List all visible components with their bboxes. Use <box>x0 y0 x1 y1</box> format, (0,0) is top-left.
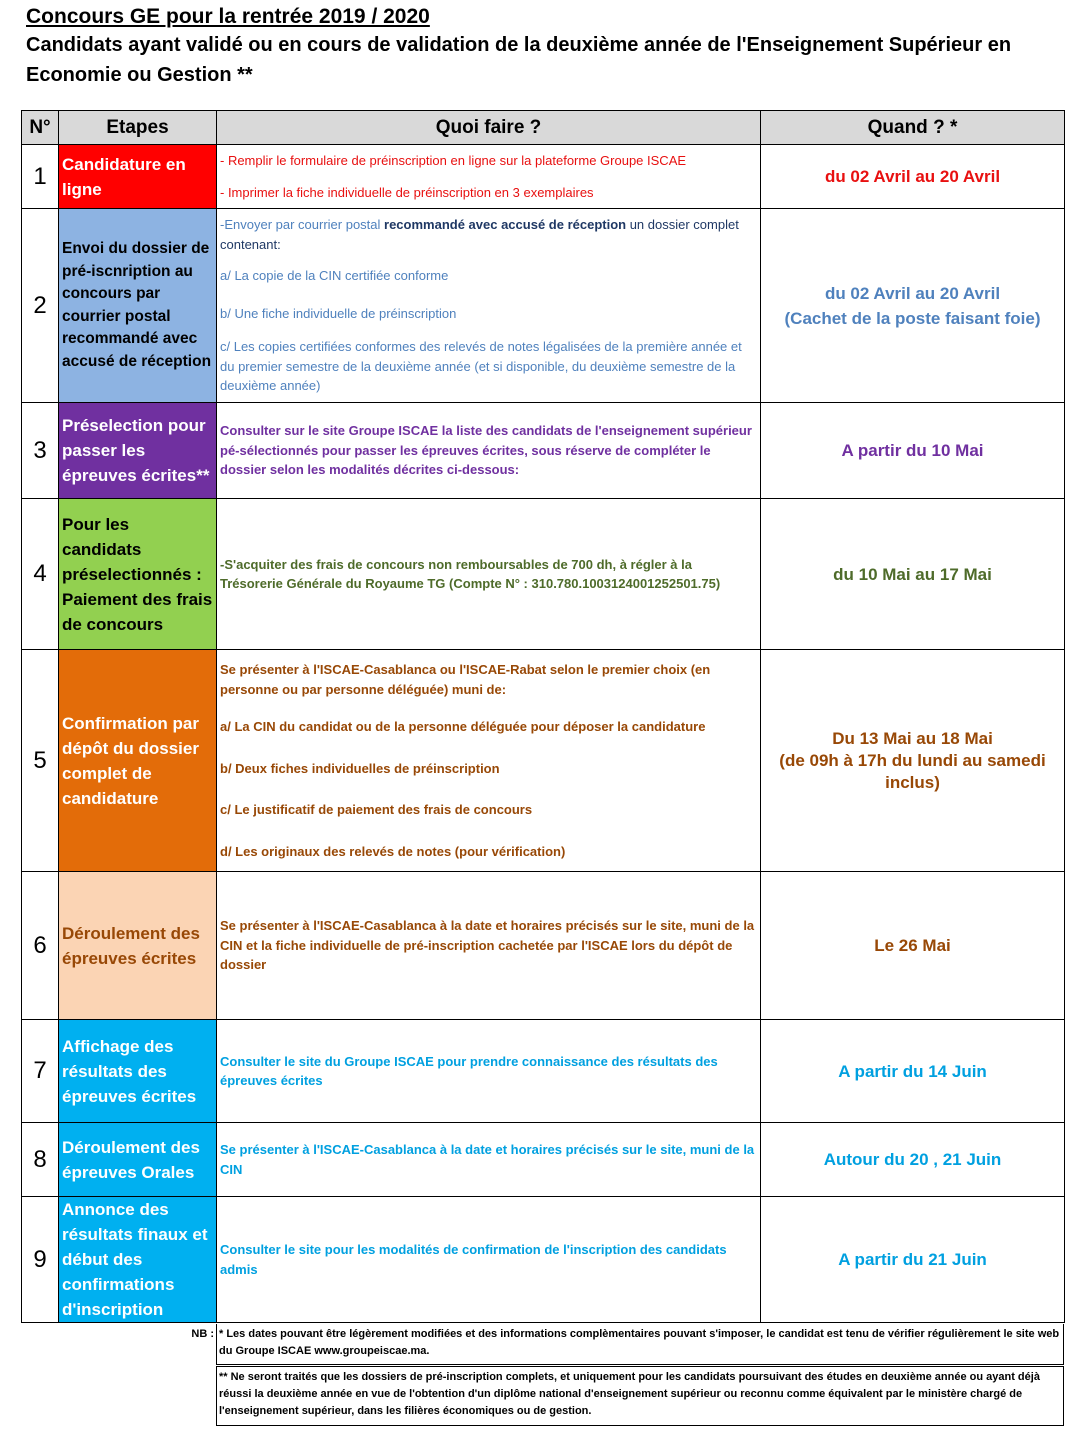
table-row <box>22 872 1065 1020</box>
action-line: a/ La copie de la CIN certifiée conforme <box>220 268 449 284</box>
step-date: Du 13 Mai au 18 Mai (de 09h à 17h du lundi au samedi inclus) <box>761 650 1065 872</box>
header-num: N° <box>22 111 59 145</box>
page-heading <box>26 4 1066 90</box>
step-label: Affichage des résultats des épreuves écrites <box>59 1020 217 1123</box>
step-actions <box>217 1123 761 1197</box>
row-number: 2 <box>22 209 59 403</box>
table-row <box>22 499 1065 650</box>
table-header-row <box>22 111 1065 145</box>
step-date: A partir du 14 Juin <box>761 1020 1065 1123</box>
page-title: Concours GE pour la rentrée 2019 / 2020 <box>26 5 430 28</box>
action-line: Se présenter à l'ISCAE-Casablanca à la date et horaires précisés sur le site, muni de la CIN et la fiche individuelle de pré-inscription cachetée par l'ISCAE lors du dépôt de dossier <box>220 918 755 973</box>
step-actions <box>217 403 761 499</box>
header-what: Quoi faire ? <box>217 111 761 145</box>
step-date: Autour du 20 , 21 Juin <box>761 1123 1065 1197</box>
action-line: Consulter le site pour les modalités de confirmation de l'inscription des candidats admis <box>220 1242 727 1277</box>
row-number: 4 <box>22 499 59 650</box>
footnote-eligibility: ** Ne seront traités que les dossiers de pré-inscription complets, et uniquement pour les candidats poursuivant des études en deuxième année ou ayant déjà réussi la deuxième année en vue de l'obtention d'un diplôme national d'enseignement supérieur ou reconnu comme équivalent par le ministère chargé de l'enseignement supérieur, dans les filières économiques ou de gestion. <box>216 1366 1064 1426</box>
action-line: c/ Les copies certifiées conformes des relevés de notes légalisées de la première année et du premier semestre de la deuxième année (et si disponible, du deuxième semestre de la deuxième année) <box>220 339 742 394</box>
table-row <box>22 1123 1065 1197</box>
row-number: 8 <box>22 1123 59 1197</box>
step-actions <box>217 1020 761 1123</box>
table-row <box>22 145 1065 209</box>
action-line: Consulter le site du Groupe ISCAE pour prendre connaissance des résultats des épreuves écrites <box>220 1053 718 1088</box>
action-line: a/ La CIN du candidat ou de la personne déléguée pour déposer la candidature <box>220 719 706 734</box>
row-number: 3 <box>22 403 59 499</box>
step-actions <box>217 872 761 1020</box>
action-line: Se présenter à l'ISCAE-Casablanca ou l'ISCAE-Rabat selon le premier choix (en personne ou par personne déléguée) muni de: <box>220 662 711 697</box>
steps-table <box>21 110 1065 1323</box>
footnote-dates: * Les dates pouvant être légèrement modifiées et des informations complèmentaires pouvant s'imposer, le candidat est tenu de vérifier régulièrement le site web du Groupe ISCAE www.groupeiscae.ma. <box>216 1324 1064 1365</box>
step-label: Envoi du dossier de pré-iscnription au concours par courrier postal recommandé avec accusé de réception <box>59 209 217 403</box>
step-actions <box>217 145 761 209</box>
step-label: Déroulement des épreuves écrites <box>59 872 217 1020</box>
step-label: Annonce des résultats finaux et début des confirmations d'inscription <box>59 1197 217 1323</box>
step-date: A partir du 21 Juin <box>761 1197 1065 1323</box>
nb-label: NB : <box>191 1328 214 1340</box>
table-row <box>22 403 1065 499</box>
header-when: Quand ? * <box>761 111 1065 145</box>
action-line: - Remplir le formulaire de préinscription en ligne sur la plateforme Groupe ISCAE <box>220 153 687 168</box>
step-actions <box>217 650 761 872</box>
step-date: du 10 Mai au 17 Mai <box>761 499 1065 650</box>
step-actions <box>217 209 761 403</box>
step-label: Préselection pour passer les épreuves écrites** <box>59 403 217 499</box>
step-actions <box>217 499 761 650</box>
action-line: c/ Le justificatif de paiement des frais de concours <box>220 802 533 817</box>
page-subtitle: Candidats ayant validé ou en cours de validation de la deuxième année de l'Enseignement Supérieur en Economie ou Gestion ** <box>26 34 1012 86</box>
row-number: 1 <box>22 145 59 209</box>
step-label: Candidature en ligne <box>59 145 217 209</box>
action-line: b/ Deux fiches individuelles de préinscription <box>220 760 500 776</box>
action-line: d/ Les originaux des relevés de notes (pour vérification) <box>220 843 566 859</box>
step-date: Le 26 Mai <box>761 872 1065 1020</box>
table-row <box>22 1197 1065 1323</box>
row-number: 7 <box>22 1020 59 1123</box>
step-label: Déroulement des épreuves Orales <box>59 1123 217 1197</box>
table-row <box>22 1020 1065 1123</box>
step-label: Confirmation par dépôt du dossier complet de candidature <box>59 650 217 872</box>
table-row <box>22 650 1065 872</box>
action-line: - Imprimer la fiche individuelle de préinscription en 3 exemplaires <box>220 184 594 200</box>
action-line: -S'acquiter des frais de concours non remboursables de 700 dh, à régler à la Trésorerie Générale du Royaume TG (Compte N° : 310.780.1003124001252501.75) <box>220 556 721 591</box>
row-number: 9 <box>22 1197 59 1323</box>
action-line: Se présenter à l'ISCAE-Casablanca à la date et horaires précisés sur le site, muni de la CIN <box>220 1142 755 1177</box>
row-number: 6 <box>22 872 59 1020</box>
step-date: du 02 Avril au 20 Avril <box>761 145 1065 209</box>
step-label: Pour les candidats préselectionnés : Paiement des frais de concours <box>59 499 217 650</box>
step-date: du 02 Avril au 20 Avril (Cachet de la poste faisant foie) <box>761 209 1065 403</box>
action-line: -Envoyer par courrier postal recommandé avec accusé de réception un dossier complet contenant: <box>220 217 739 252</box>
row-number: 5 <box>22 650 59 872</box>
action-line: Consulter sur le site Groupe ISCAE la liste des candidats de l'enseignement supérieur pé-sélectionnés pour passer les épreuves écrites, sous réserve de compléter le dossier selon les modalités décrites ci-dessous: <box>220 423 752 478</box>
action-line: b/ Une fiche individuelle de préinscription <box>220 305 457 321</box>
step-actions <box>217 1197 761 1323</box>
table-row <box>22 209 1065 403</box>
step-date: A partir du 10 Mai <box>761 403 1065 499</box>
header-steps: Etapes <box>59 111 217 145</box>
